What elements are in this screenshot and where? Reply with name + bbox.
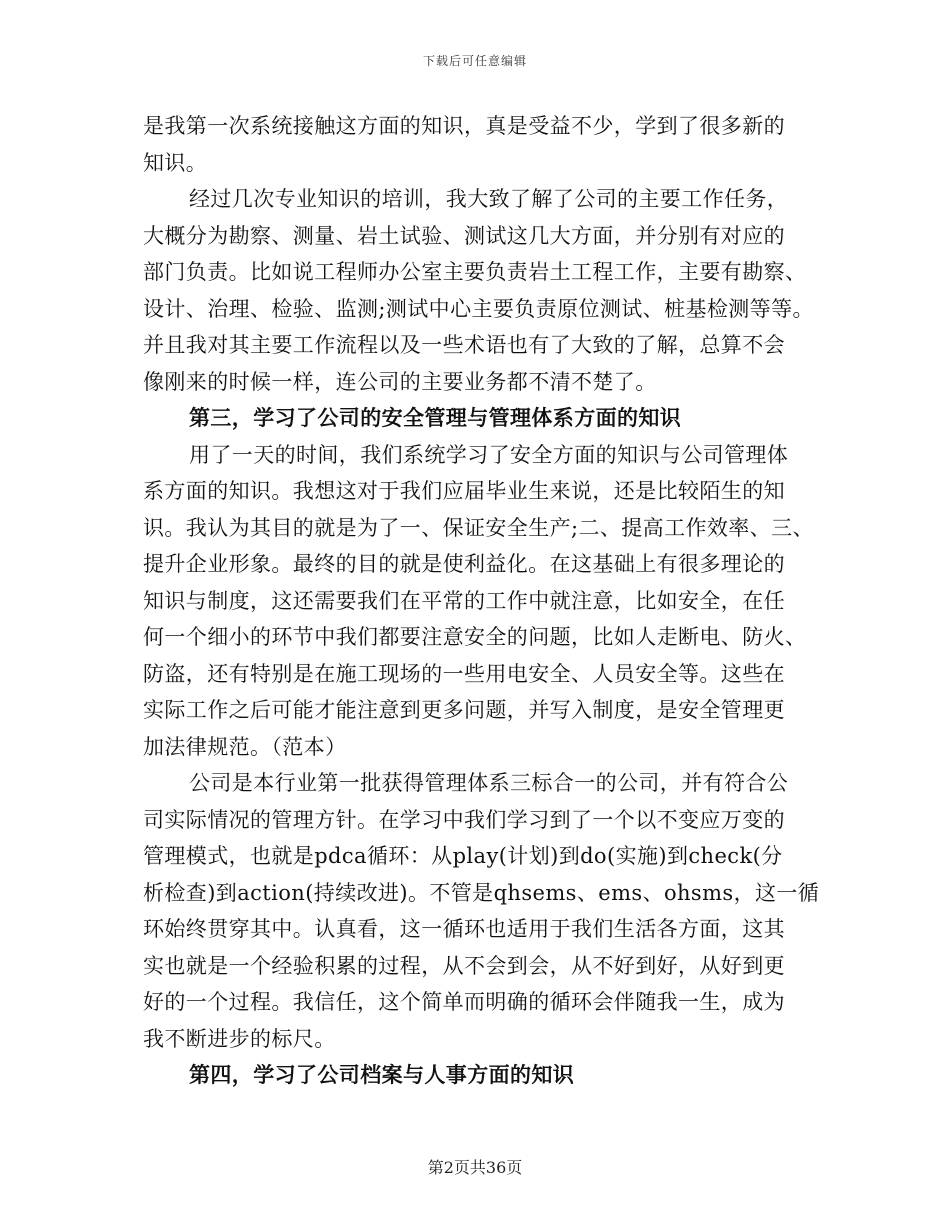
body-line: 管理模式，也就是pdca循环：从play(计划)到do(实施)到check(分 bbox=[143, 844, 783, 868]
body-line: 系方面的知识。我想这对于我们应届毕业生来说，还是比较陌生的知 bbox=[143, 479, 785, 503]
body-line: 我不断进步的标尺。 bbox=[143, 1026, 336, 1051]
body-line: 环始终贯穿其中。认真看，这一循环也适用于我们生活各方面，这其 bbox=[143, 917, 785, 941]
section-heading: 第三，学习了公司的安全管理与管理体系方面的知识 bbox=[189, 405, 682, 430]
body-line: 设计、治理、检验、监测;测试中心主要负责原位测试、桩基检测等等。 bbox=[143, 296, 814, 321]
page-number: 第2页共36页 bbox=[427, 1158, 523, 1177]
paragraph-start-line: 经过几次专业知识的培训，我大致了解了公司的主要工作任务， bbox=[189, 187, 789, 211]
body-line: 析检查)到action(持续改进)。不管是qhsems、ems、ohsms，这一循 bbox=[143, 880, 820, 905]
body-line: 防盗，还有特别是在施工现场的一些用电安全、人员安全等。这些在 bbox=[143, 661, 785, 686]
body-line: 识。我认为其目的就是为了一、保证安全生产;二、提高工作效率、三、 bbox=[143, 515, 814, 540]
body-line: 好的一个过程。我信任，这个简单而明确的循环会伴随我一生，成为 bbox=[143, 990, 785, 1014]
section-heading: 第四，学习了公司档案与人事方面的知识 bbox=[189, 1062, 575, 1087]
body-line: 部门负责。比如说工程师办公室主要负责岩土工程工作，主要有勘察、 bbox=[143, 260, 807, 284]
body-line: 司实际情况的管理方针。在学习中我们学习到了一个以不变应万变的 bbox=[143, 807, 785, 832]
body-line: 实也就是一个经验积累的过程，从不会到会，从不好到好，从好到更 bbox=[143, 953, 785, 978]
paragraph-start-line: 用了一天的时间，我们系统学习了安全方面的知识与公司管理体 bbox=[189, 442, 789, 467]
page-header: 下载后可任意编辑 bbox=[422, 54, 527, 68]
body-line: 知识。 bbox=[143, 150, 208, 175]
body-line: 并且我对其主要工作流程以及一些术语也有了大致的了解，总算不会 bbox=[143, 333, 785, 357]
body-line: 大概分为勘察、测量、岩土试验、测试这几大方面，并分别有对应的 bbox=[143, 223, 785, 248]
body-line: 实际工作之后可能才能注意到更多问题，并写入制度，是安全管理更 bbox=[143, 698, 785, 722]
body-line: 是我第一次系统接触这方面的知识，真是受益不少，学到了很多新的 bbox=[143, 114, 785, 138]
body-line: 知识与制度，这还需要我们在平常的工作中就注意，比如安全，在任 bbox=[143, 588, 785, 613]
body-line: 何一个细小的环节中我们都要注意安全的问题，比如人走断电、防火、 bbox=[143, 625, 807, 649]
paragraph-start-line: 公司是本行业第一批获得管理体系三标合一的公司，并有符合公 bbox=[189, 771, 789, 795]
body-line: 像刚来的时候一样，连公司的主要业务都不清不楚了。 bbox=[143, 369, 657, 394]
body-line: 提升企业形象。最终的目的就是使利益化。在这基础上有很多理论的 bbox=[143, 552, 785, 576]
document-body bbox=[143, 108, 823, 1094]
body-line: 加法律规范。（范本） bbox=[143, 734, 347, 759]
